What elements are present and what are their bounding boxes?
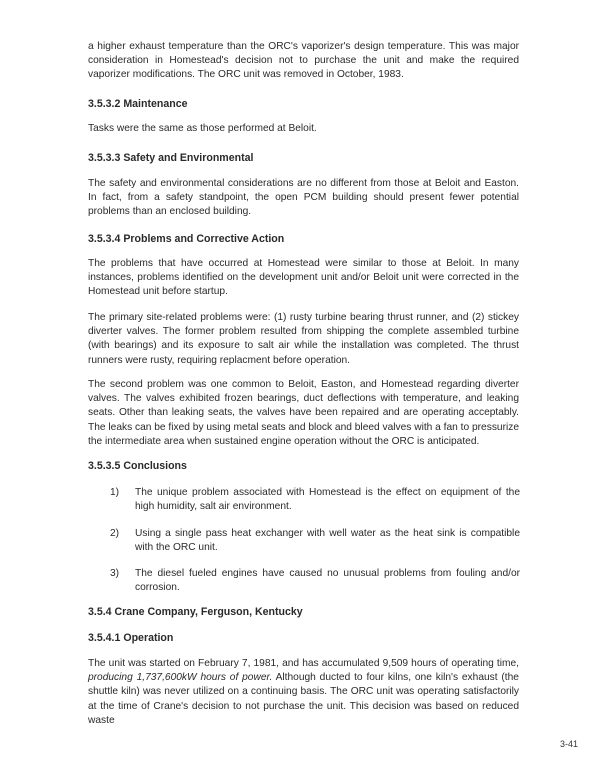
problems-paragraph-2: The primary site-related problems were: (1) rusty turbine bearing thrust runner, and (2) stickey diverter valves. The former problem resulted from shipping the complete assembled turbine (with bearings) and its exposure to salt air while the installation was completed. The thrust runners were rusty, requiring replacment before operation. [88, 312, 519, 366]
heading-operation: 3.5.4.1 Operation [88, 632, 174, 644]
heading-maintenance: 3.5.3.2 Maintenance [88, 98, 188, 110]
heading-problems: 3.5.3.4 Problems and Corrective Action [88, 233, 285, 245]
heading-conclusions: 3.5.3.5 Conclusions [88, 460, 187, 472]
page-number: 3-41 [560, 739, 579, 749]
maintenance-paragraph: Tasks were the same as those performed at Beloit. [88, 123, 317, 134]
heading-safety: 3.5.3.3 Safety and Environmental [88, 152, 254, 164]
problems-paragraph-3: The second problem was one common to Beloit, Easton, and Homestead regarding diverter valves. The valves exhibited frozen bearings, duct deflections with temperature, and leaking seats. Other than leaking seats, the valves have been repaired and are operating acceptably. The leaks can be fixed by using metal seats and block and bleed valves with a fan to pressurize the intermediate area when sustained engine operation without the ORC is anticipated. [88, 379, 519, 447]
operation-text-b: producing 1,737,600kW hours of power. [88, 672, 273, 684]
heading-crane-company: 3.5.4 Crane Company, Ferguson, Kentucky [88, 606, 303, 618]
operation-paragraph [88, 657, 519, 728]
operation-text-a: The unit was started on February 7, 1981, and has accumulated 9,509 hours of operating time, [88, 658, 519, 669]
problems-paragraph-1: The problems that have occurred at Homestead were similar to those at Beloit. In many instances, problems identified on the development unit and/or Beloit unit were corrected in the Homestead unit before startup. [88, 258, 519, 298]
conclusion-text-2: Using a single pass heat exchanger with well water as the heat sink is compatible with the ORC unit. [135, 528, 520, 554]
conclusion-text-1: The unique problem associated with Homestead is the effect on equipment of the high humidity, salt air environment. [135, 487, 520, 513]
conclusion-number-2: 2) [110, 528, 120, 539]
conclusion-text-3: The diesel fueled engines have caused no unusual problems from fouling and/or corrosion. [135, 568, 520, 594]
safety-paragraph: The safety and environmental considerations are no different from those at Beloit and Easton. In fact, from a safety standpoint, the open PCM building should present fewer potential problems than an enclosed building. [88, 178, 519, 218]
operation-text-c: Although ducted to four kilns, one kiln's exhaust (the shuttle kiln) was never utilized on a continuing basis. The ORC unit was operating satisfactorily at the time of Crane's decision to not purchase the unit. This decision was based on reduced waste [88, 672, 519, 726]
intro-paragraph: a higher exhaust temperature than the ORC's vaporizer's design temperature. This was major consideration in Homestead's decision not to purchase the unit and make the required vaporizer modifications. The ORC unit was removed in October, 1983. [88, 41, 519, 81]
conclusion-number-1: 1) [110, 487, 120, 498]
conclusion-number-3: 3) [110, 568, 120, 579]
